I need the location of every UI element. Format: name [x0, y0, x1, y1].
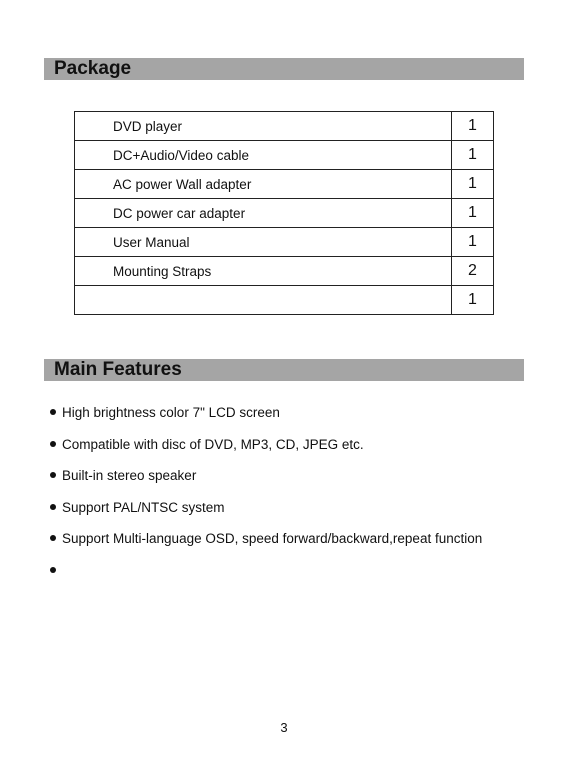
features-section-header — [44, 359, 524, 381]
package-item-name: DC+Audio/Video cable — [75, 141, 452, 170]
package-item-qty: 1 — [452, 199, 494, 228]
features-section-title: Main Features — [54, 359, 182, 380]
package-item-name: Mounting Straps — [75, 257, 452, 286]
table-row — [75, 228, 494, 257]
table-row — [75, 112, 494, 141]
package-item-name: DVD player — [75, 112, 452, 141]
table-row — [75, 141, 494, 170]
package-section-header — [44, 58, 524, 80]
bullet-icon — [50, 504, 56, 510]
package-item-name: DC power car adapter — [75, 199, 452, 228]
page-number: 3 — [280, 720, 288, 735]
package-item-qty: 1 — [452, 112, 494, 141]
bullet-icon — [50, 567, 56, 573]
package-item-qty: 1 — [452, 228, 494, 257]
package-item-qty: 1 — [452, 141, 494, 170]
package-contents-table — [74, 111, 494, 315]
feature-text: Support Multi-language OSD, speed forward/backward,repeat function — [62, 531, 483, 546]
list-item — [50, 463, 530, 495]
bullet-icon — [50, 472, 56, 478]
list-item — [50, 558, 530, 590]
feature-text: Built-in stereo speaker — [62, 468, 197, 483]
feature-text: High brightness color 7" LCD screen — [62, 405, 280, 420]
table-row — [75, 257, 494, 286]
package-item-name — [75, 286, 452, 315]
package-item-qty: 1 — [452, 286, 494, 315]
feature-text: Compatible with disc of DVD, MP3, CD, JPEG etc. — [62, 436, 364, 452]
package-item-name: User Manual — [75, 228, 452, 257]
list-item — [50, 495, 530, 527]
feature-text: Support PAL/NTSC system — [62, 499, 225, 515]
package-section-title: Package — [54, 58, 132, 79]
features-list — [50, 400, 530, 589]
list-item — [50, 400, 530, 432]
bullet-icon — [50, 535, 56, 541]
table-row — [75, 286, 494, 315]
bullet-icon — [50, 409, 56, 415]
package-item-qty: 2 — [452, 257, 494, 286]
table-row — [75, 199, 494, 228]
package-item-name: AC power Wall adapter — [75, 170, 452, 199]
bullet-icon — [50, 441, 56, 447]
list-item — [50, 432, 530, 464]
table-row — [75, 170, 494, 199]
package-item-qty: 1 — [452, 170, 494, 199]
list-item — [50, 526, 530, 558]
